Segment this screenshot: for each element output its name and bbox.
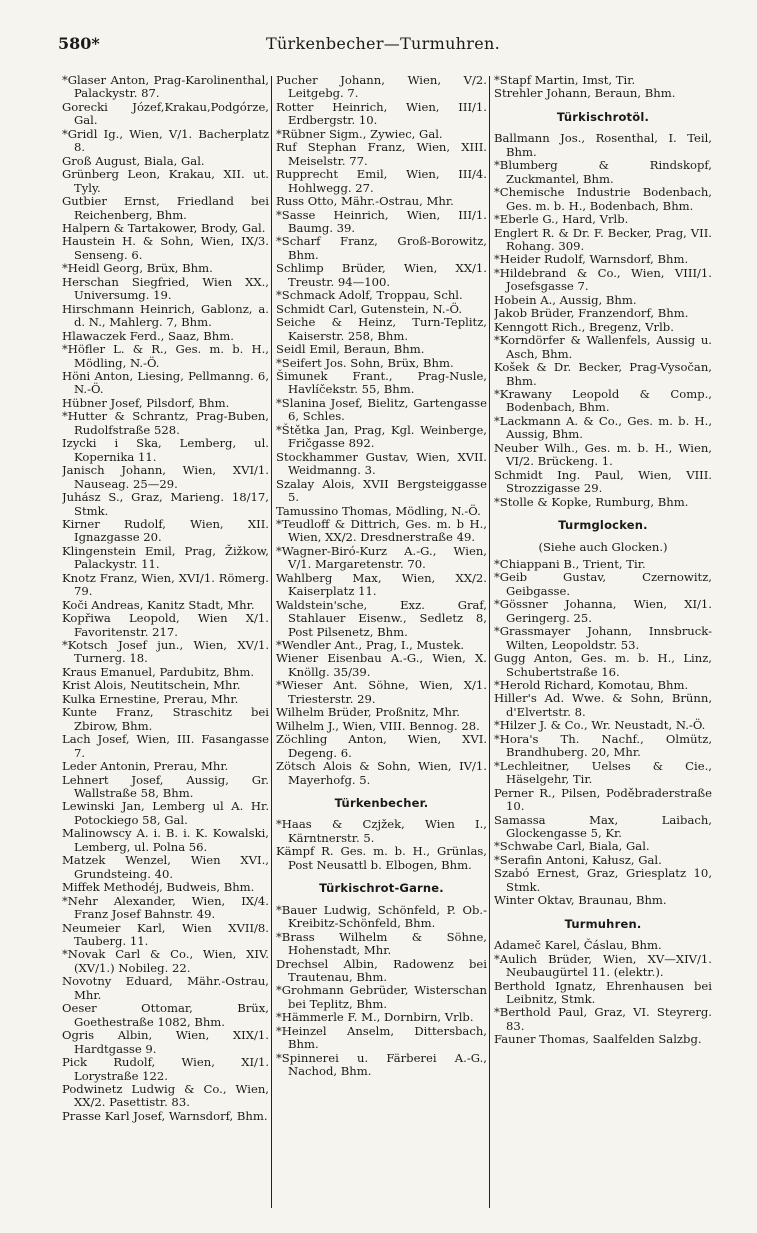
directory-entry: Perner R., Pilsen, Poděbraderstraße 10. (494, 785, 712, 814)
directory-entry: *Wagner-Biró-Kurz A.-G., Wien, V/1. Margaretenstr. 70. (276, 543, 487, 572)
directory-entry: Kopřiwa Leopold, Wien X/1. Favoritenstr. 217. (62, 611, 269, 639)
directory-entry: *Haas & Czjžek, Wien I., Kärntnerstr. 5. (276, 817, 487, 845)
running-head: Türkenbecher—Turmuhren. (265, 34, 500, 53)
directory-entry: *Chiappani B., Trient, Tir. (494, 556, 646, 571)
directory-entry: Krist Alois, Neutitschein, Mhr. (62, 678, 241, 693)
directory-entry: Kraus Emanuel, Pardubitz, Bhm. (62, 664, 255, 679)
directory-entry: Haustein H. & Sohn, Wien, IX/3. Senseng. 6. (62, 234, 269, 262)
directory-entry: Pick Rudolf, Wien, XI/1. Lorystraße 122. (62, 1055, 269, 1083)
directory-entry: Zötsch Alois & Sohn, Wien, IV/1. Mayerhofg. 5. (276, 759, 487, 787)
directory-entry: Prasse Karl Josef, Warnsdorf, Bhm. (62, 1108, 268, 1123)
page-header (58, 34, 708, 60)
directory-entry: Novotny Eduard, Mähr.-Ostrau, Mhr. (62, 974, 269, 1002)
directory-entry: Schmidt Ing. Paul, Wien, VIII. Strozzigasse 29. (494, 467, 712, 496)
directory-entry: *Lechleitner, Uelses & Cie., Häselgehr, Tir. (494, 758, 712, 787)
directory-entry: *Höfler L. & R., Ges. m. b. H., Mödling, N.-Ö. (62, 342, 269, 370)
directory-entry: *Schwabe Carl, Biala, Gal. (494, 839, 650, 854)
directory-entry: *Grohmann Gebrüder, Wisterschan bei Teplitz, Bhm. (276, 983, 487, 1011)
column-divider (271, 76, 272, 1208)
directory-entry: *Kotsch Josef jun., Wien, XV/1. Turnerg. 18. (62, 638, 269, 666)
directory-entry: *Scharf Franz, Groß-Borowitz, Bhm. (276, 234, 487, 262)
section-heading: Turmuhren. (564, 916, 642, 931)
column-3 (494, 74, 712, 1224)
directory-entry: Adameč Karel, Čáslau, Bhm. (494, 938, 662, 953)
directory-entry: Kämpf R. Ges. m. b. H., Grünlas, Post Neusattl b. Elbogen, Bhm. (276, 844, 487, 872)
directory-entry: Miffek Methodéj, Budweis, Bhm. (62, 880, 255, 895)
directory-entry: Strehler Johann, Beraun, Bhm. (494, 86, 676, 101)
directory-entry: Jakob Brüder, Franzendorf, Bhm. (494, 306, 689, 321)
directory-entry: *Krawany Leopold & Comp., Bodenbach, Bhm. (494, 386, 712, 415)
directory-entry: *Sasse Heinrich, Wien, III/1. Baumg. 39. (276, 207, 487, 235)
directory-entry: *Eberle G., Hard, Vrlb. (494, 212, 629, 227)
directory-entry: Rotter Heinrich, Wien, III/1. Erdbergstr. 10. (276, 99, 487, 128)
directory-entry: Halpern & Tartakower, Brody, Gal. (62, 220, 266, 235)
directory-entry: Kulka Ernestine, Prerau, Mhr. (62, 691, 239, 706)
directory-entry: *Hora's Th. Nachf., Olmütz, Brandhuberg. 20, Mhr. (494, 731, 712, 760)
directory-entry: Seiche & Heinz, Turn-Teplitz, Kaiserstr. 258, Bhm. (276, 315, 487, 343)
directory-entry: Matzek Wenzel, Wien XVI., Grundsteing. 40. (62, 853, 269, 881)
directory-entry: *Stolle & Kopke, Rumburg, Bhm. (494, 494, 689, 509)
directory-entry: Russ Otto, Mähr.-Ostrau, Mhr. (276, 194, 454, 209)
directory-entry: *Korndörfer & Wallenfels, Aussig u. Asch, Bhm. (494, 333, 712, 361)
directory-entry: Hiller's Ad. Wwe. & Sohn, Brünn, d'Elvertstr. 8. (494, 691, 712, 719)
directory-entry: Leder Antonin, Prerau, Mhr. (62, 759, 229, 774)
directory-entry: *Hutter & Schrantz, Prag-Buben, Rudolfstraße 528. (62, 409, 269, 437)
directory-entry: Gorecki Józef,Krakau,Podgórze, Gal. (62, 99, 269, 128)
directory-entry: Hübner Josef, Pilsdorf, Bhm. (62, 395, 230, 410)
directory-entry: Schlimp Brüder, Wien, XX/1. Treustr. 94—100. (276, 261, 487, 289)
directory-entry: Podwinetz Ludwig & Co., Wien, XX/2. Pasettistr. 83. (62, 1081, 269, 1110)
directory-entry: Lehnert Josef, Aussig, Gr. Wallstraße 58, Bhm. (62, 772, 269, 801)
page-number: 580* (58, 34, 100, 53)
directory-entry: Klingenstein Emil, Prag, Žižkow, Palackystr. 11. (62, 543, 269, 572)
directory-entry: *Teudloff & Dittrich, Ges. m. b H., Wien, XX/2. Dresdnerstraße 49. (276, 516, 487, 545)
directory-entry: Wiener Eisenbau A.-G., Wien, X. Knöllg. 35/39. (276, 651, 487, 679)
directory-entry: *Wieser Ant. Söhne, Wien, X/1. Triesterstr. 29. (276, 678, 487, 706)
directory-entry: Gutbier Ernst, Friedland bei Reichenberg, Bhm. (62, 194, 269, 222)
directory-entry: Lewinski Jan, Lemberg ul A. Hr. Potockiego 58, Gal. (62, 799, 269, 827)
directory-entry: Hirschmann Heinrich, Gablonz, a. d. N., Mahlerg. 7, Bhm. (62, 301, 269, 330)
directory-entry: *Lackmann A. & Co., Ges. m. b. H., Aussig, Bhm. (494, 413, 712, 442)
directory-entry: Rupprecht Emil, Wien, III/4. Hohlwegg. 27. (276, 167, 487, 195)
directory-entry: Kenngott Rich., Bregenz, Vrlb. (494, 319, 674, 334)
directory-entry: Groß August, Biala, Gal. (62, 153, 205, 168)
directory-entry: *Heider Rudolf, Warnsdorf, Bhm. (494, 252, 689, 267)
directory-entry: Seidl Emil, Beraun, Bhm. (276, 342, 425, 357)
directory-entry: Neuber Wilh., Ges. m. b. H., Wien, VI/2. Brückeng. 1. (494, 440, 712, 469)
directory-entry: *Hämmerle F. M., Dornbirn, Vrlb. (276, 1010, 474, 1025)
directory-entry: Wilhelm J., Wien, VIII. Bennog. 28. (276, 718, 480, 733)
directory-entry: Gugg Anton, Ges. m. b. H., Linz, Schubertstraße 16. (494, 651, 712, 679)
directory-entry: Janisch Johann, Wien, XVI/1. Nauseag. 25—29. (62, 463, 269, 491)
directory-entry: Winter Oktav, Braunau, Bhm. (494, 893, 667, 908)
directory-entry: *Berthold Paul, Graz, VI. Steyrerg. 83. (494, 1005, 712, 1033)
directory-entry: *Gössner Johanna, Wien, XI/1. Geringerg. 25. (494, 597, 712, 625)
directory-entry: *Glaser Anton, Prag-Karolinenthal, Palackystr. 87. (62, 74, 269, 101)
directory-entry: Berthold Ignatz, Ehrenhausen bei Leibnitz, Stmk. (494, 978, 712, 1006)
directory-entry: *Gridl Ig., Wien, V/1. Bacherplatz 8. (62, 126, 269, 155)
directory-entry: *Stapf Martin, Imst, Tir. (494, 74, 636, 87)
directory-entry: Juhász S., Graz, Marieng. 18/17, Stmk. (62, 490, 269, 518)
directory-entry: Koči Andreas, Kanitz Stadt, Mhr. (62, 597, 255, 612)
section-note: (Siehe auch Glocken.) (538, 539, 668, 554)
section-heading: Türkischrotöl. (556, 109, 650, 124)
directory-entry: *Rübner Sigm., Zywiec, Gal. (276, 126, 443, 141)
section-heading: Türkischrot-Garne. (319, 881, 444, 896)
directory-entry: Pucher Johann, Wien, V/2. Leitgebg. 7. (276, 74, 487, 101)
directory-columns (62, 74, 712, 1224)
directory-entry: Lach Josef, Wien, III. Fasangasse 7. (62, 732, 269, 760)
directory-entry: *Heinzel Anselm, Dittersbach, Bhm. (276, 1023, 487, 1052)
directory-entry: *Schmack Adolf, Troppau, Schl. (276, 288, 463, 303)
section-heading: Türkenbecher. (334, 796, 429, 811)
directory-entry: Neumeier Karl, Wien XVII/8. Tauberg. 11. (62, 920, 269, 948)
directory-entry: *Hilzer J. & Co., Wr. Neustadt, N.-Ö. (494, 718, 706, 733)
directory-entry: Kirner Rudolf, Wien, XII. Ignazgasse 20. (62, 516, 269, 545)
directory-entry: Höni Anton, Liesing, Pellmanng. 6, N.-Ö. (62, 368, 269, 397)
directory-entry: Stockhammer Gustav, Wien, XVII. Weidmanng. 3. (276, 449, 487, 478)
column-2 (276, 74, 487, 1224)
directory-entry: *Blumberg & Rindskopf, Zuckmantel, Bhm. (494, 158, 712, 186)
directory-entry: *Slanina Josef, Bielitz, Gartengasse 6, Schles. (276, 395, 487, 424)
column-divider (489, 76, 490, 1208)
directory-entry: *Wendler Ant., Prag, I., Mustek. (276, 638, 465, 653)
directory-entry: *Heidl Georg, Brüx, Bhm. (62, 261, 213, 276)
directory-entry: Waldstein'sche, Exz. Graf, Stahlauer Eisenw., Sedletz 8, Post Pilsenetz, Bhm. (276, 597, 487, 639)
directory-entry: *Grassmayer Johann, Innsbruck-Wilten, Leopoldstr. 53. (494, 624, 712, 652)
directory-entry: *Štětka Jan, Prag, Kgl. Weinberge, Fričgasse 892. (276, 422, 487, 451)
directory-entry: Szabó Ernest, Graz, Griesplatz 10, Stmk. (494, 866, 712, 894)
directory-entry: Schmidt Carl, Gutenstein, N.-Ö. (276, 301, 463, 316)
directory-entry: Oeser Ottomar, Brüx, Goethestraße 1082, Bhm. (62, 1001, 269, 1029)
directory-entry: Samassa Max, Laibach, Glockengasse 5, Kr. (494, 812, 712, 841)
directory-entry: Englert R. & Dr. F. Becker, Prag, VII. Rohang. 309. (494, 225, 712, 253)
section-heading: Turmglocken. (558, 518, 648, 533)
directory-entry: *Serafin Antoni, Kałusz, Gal. (494, 852, 662, 867)
directory-entry: *Aulich Brüder, Wien, XV—XIV/1. Neubaugürtel 11. (elektr.). (494, 951, 712, 980)
directory-entry: Šimunek Frant., Prag-Nusle, Havlíčekstr. 55, Bhm. (276, 368, 487, 397)
directory-entry: Ballmann Jos., Rosenthal, I. Teil, Bhm. (494, 131, 712, 159)
directory-entry: *Seifert Jos. Sohn, Brüx, Bhm. (276, 355, 454, 370)
directory-entry: *Chemische Industrie Bodenbach, Ges. m. b. H., Bodenbach, Bhm. (494, 185, 712, 213)
directory-entry: Košek & Dr. Becker, Prag-Vysočan, Bhm. (494, 360, 712, 388)
directory-entry: *Hildebrand & Co., Wien, VIII/1. Josefsgasse 7. (494, 265, 712, 294)
directory-entry: Szalay Alois, XVII Bergsteiggasse 5. (276, 476, 487, 505)
directory-entry: *Bauer Ludwig, Schönfeld, P. Ob.-Kreibitz-Schönfeld, Bhm. (276, 902, 487, 931)
directory-entry: *Novak Carl & Co., Wien, XIV. (XV/1.) Nobileg. 22. (62, 947, 269, 975)
directory-entry: Malinowscy A. i. B. i. K. Kowalski, Lemberg, ul. Polna 56. (62, 826, 269, 854)
directory-entry: Ruf Stephan Franz, Wien, XIII. Meiselstr. 77. (276, 140, 487, 168)
directory-entry: *Nehr Alexander, Wien, IX/4. Franz Josef Bahnstr. 49. (62, 893, 269, 922)
directory-entry: Wilhelm Brüder, Proßnitz, Mhr. (276, 705, 460, 720)
directory-entry: *Herold Richard, Komotau, Bhm. (494, 678, 689, 693)
directory-entry: Drechsel Albin, Radowenz bei Trautenau, Bhm. (276, 956, 487, 984)
directory-entry: Grünberg Leon, Krakau, XII. ut. Tyly. (62, 167, 269, 195)
directory-entry: Hlawaczek Ferd., Saaz, Bhm. (62, 328, 234, 343)
directory-entry: Herschan Siegfried, Wien XX., Universumg. 19. (62, 274, 269, 303)
directory-entry: Kunte Franz, Straschitz bei Zbirow, Bhm. (62, 705, 269, 733)
column-1 (62, 74, 269, 1224)
directory-entry: Fauner Thomas, Saalfelden Salzbg. (494, 1032, 702, 1047)
directory-entry: *Geib Gustav, Czernowitz, Geibgasse. (494, 570, 712, 598)
directory-entry: Izycki i Ska, Lemberg, ul. Kopernika 11. (62, 436, 269, 464)
directory-entry: Knotz Franz, Wien, XVI/1. Römerg. 79. (62, 570, 269, 599)
directory-entry: Zöchling Anton, Wien, XVI. Degeng. 6. (276, 732, 487, 760)
directory-entry: Ogris Albin, Wien, XIX/1. Hardtgasse 9. (62, 1028, 269, 1056)
directory-entry: *Brass Wilhelm & Söhne, Hohenstadt, Mhr. (276, 929, 487, 958)
directory-entry: Wahlberg Max, Wien, XX/2. Kaiserplatz 11. (276, 570, 487, 599)
directory-entry: Tamussino Thomas, Mödling, N.-Ö. (276, 503, 481, 518)
directory-entry: *Spinnerei u. Färberei A.-G., Nachod, Bhm. (276, 1050, 487, 1079)
directory-entry: Hobein A., Aussig, Bhm. (494, 292, 637, 307)
